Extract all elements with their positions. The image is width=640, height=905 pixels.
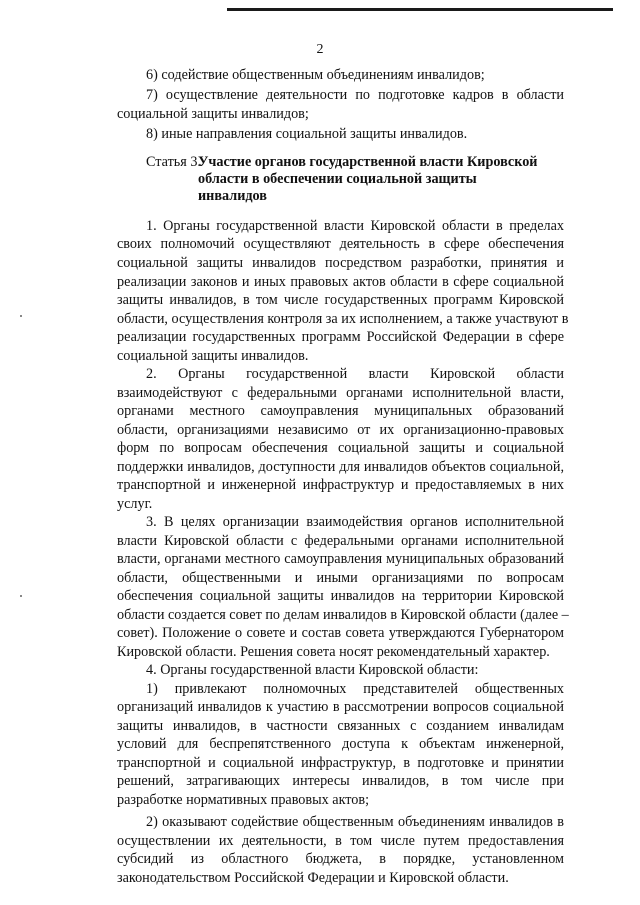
text-line: власти Кировской области с федеральными органами исполнительной	[117, 533, 564, 549]
text-line: осуществлении их деятельности, в том числе путем предоставления	[117, 833, 564, 849]
text-line: реализации законов и иных правовых актов области в сфере социальной	[117, 274, 564, 290]
text-line: обеспечения социальной защиты инвалидов на территории Кировской	[117, 588, 564, 604]
article-title: Участие органов государственной власти Кировской	[198, 154, 538, 170]
text-line: совет). Положение о совете и состав совета утверждаются Губернатором	[117, 625, 564, 641]
text-line: субсидий из областного бюджета, в порядке, установленном	[117, 851, 564, 867]
article-title: области в обеспечении социальной защиты	[198, 171, 477, 187]
text-line: 4. Органы государственной власти Кировской области:	[146, 662, 479, 678]
text-line: реализации государственных программ Российской Федерации в сфере	[117, 329, 564, 345]
text-line: власти, органами местного самоуправления муниципальных образований	[117, 551, 564, 567]
scan-mark	[20, 595, 22, 597]
text-line: организаций инвалидов к участию в рассмотрении вопросов социальной	[117, 699, 564, 715]
text-line: социальной защиты инвалидов.	[117, 348, 309, 364]
text-line: поддержки инвалидов, доступности для инвалидов объектов социальной,	[117, 459, 564, 475]
text-line: социальной защиты инвалидов посредством разработки, принятия и	[117, 255, 564, 271]
article-number: Статья 3.	[146, 154, 201, 170]
text-line: области, общественными и иными организациями по вопросам	[117, 570, 564, 586]
text-line: 7) осуществление деятельности по подготовке кадров в области	[146, 87, 564, 103]
text-line: услуг.	[117, 496, 153, 512]
top-rule	[227, 8, 613, 11]
text-line: 1. Органы государственной власти Кировской области в пределах	[146, 218, 564, 234]
text-line: транспортной и социальной инфраструктур, в подготовке и принятии	[117, 755, 564, 771]
text-line: области создается совет по делам инвалидов в Кировской области (далее –	[117, 607, 569, 623]
text-line: своих полномочий осуществляют деятельность в сфере обеспечения	[117, 236, 564, 252]
text-line: Кировской области. Решения совета носят рекомендательный характер.	[117, 644, 550, 660]
text-line: защиты инвалидов, в том числе государственных программ Кировской	[117, 292, 564, 308]
text-line: защиты инвалидов, в частности связанных с созданием инвалидам	[117, 718, 564, 734]
text-line: 2. Органы государственной власти Кировской области	[146, 366, 564, 382]
text-line: транспортной и инженерной инфраструктур и предоставляемых в них	[117, 477, 564, 493]
text-line: социальной защиты инвалидов;	[117, 106, 309, 122]
text-line: решений, затрагивающих интересы инвалидов, в том числе при	[117, 773, 564, 789]
text-line: области, осуществления контроля за их исполнением, а также участвуют в	[117, 311, 569, 327]
text-line: взаимодействуют с федеральными органами исполнительной власти,	[117, 385, 564, 401]
text-line: разработке нормативных правовых актов;	[117, 792, 370, 808]
text-line: форм по вопросам обеспечения социальной защиты и социальной	[117, 440, 564, 456]
text-line: органами местного самоуправления муниципальных образований	[117, 403, 564, 419]
article-title: инвалидов	[198, 188, 267, 204]
text-line: условий для беспрепятственного доступа к объектам инженерной,	[117, 736, 564, 752]
text-line: 2) оказывают содействие общественным объединениям инвалидов в	[146, 814, 564, 830]
scan-mark	[20, 315, 22, 317]
text-line: области, организациями независимо от их организационно-правовых	[117, 422, 564, 438]
text-line: законодательством Российской Федерации и Кировской области.	[117, 870, 509, 886]
text-line: 1) привлекают полномочных представителей общественных	[146, 681, 564, 697]
text-line: 6) содействие общественным объединениям инвалидов;	[146, 67, 485, 83]
page-number: 2	[316, 42, 324, 57]
text-line: 3. В целях организации взаимодействия органов исполнительной	[146, 514, 564, 530]
text-line: 8) иные направления социальной защиты инвалидов.	[146, 126, 468, 142]
